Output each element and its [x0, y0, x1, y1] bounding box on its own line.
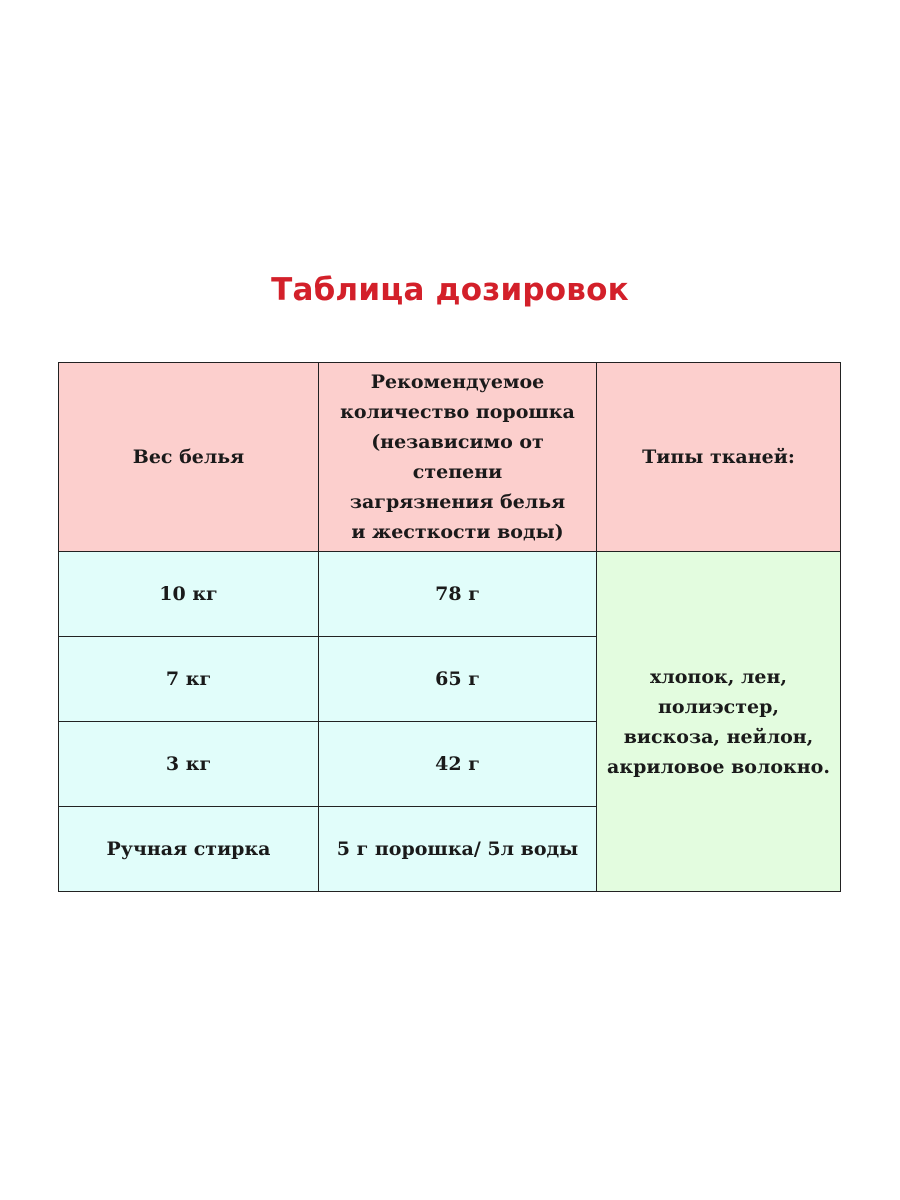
fabric-line: полиэстер,	[658, 695, 779, 718]
header-amount-line: Рекомендуемое	[370, 371, 545, 393]
table-header-row	[59, 363, 841, 552]
amount-cell: 78 г	[319, 552, 597, 637]
weight-cell: Ручная стирка	[59, 807, 319, 892]
amount-cell: 65 г	[319, 637, 597, 722]
weight-cell: 3 кг	[59, 722, 319, 807]
header-amount-line: загрязнения белья	[349, 491, 566, 513]
header-amount	[319, 363, 597, 552]
dosage-table	[58, 362, 841, 892]
fabric-line: хлопок, лен,	[650, 665, 787, 688]
weight-cell: 7 кг	[59, 637, 319, 722]
header-weight: Вес белья	[59, 363, 319, 552]
fabric-line: вискоза, нейлон,	[623, 725, 814, 748]
fabrics-cell	[597, 552, 841, 892]
header-amount-line: количество порошка	[340, 401, 575, 423]
header-fabrics: Типы тканей:	[597, 363, 841, 552]
header-amount-line: и жесткости воды)	[351, 521, 564, 543]
weight-cell: 10 кг	[59, 552, 319, 637]
fabric-line: акриловое волокно.	[607, 755, 830, 778]
table-row	[59, 552, 841, 637]
amount-cell: 42 г	[319, 722, 597, 807]
header-amount-line: (независимо от степени	[371, 431, 544, 483]
amount-cell: 5 г порошка/ 5л воды	[319, 807, 597, 892]
page-title: Таблица дозировок	[271, 272, 629, 308]
